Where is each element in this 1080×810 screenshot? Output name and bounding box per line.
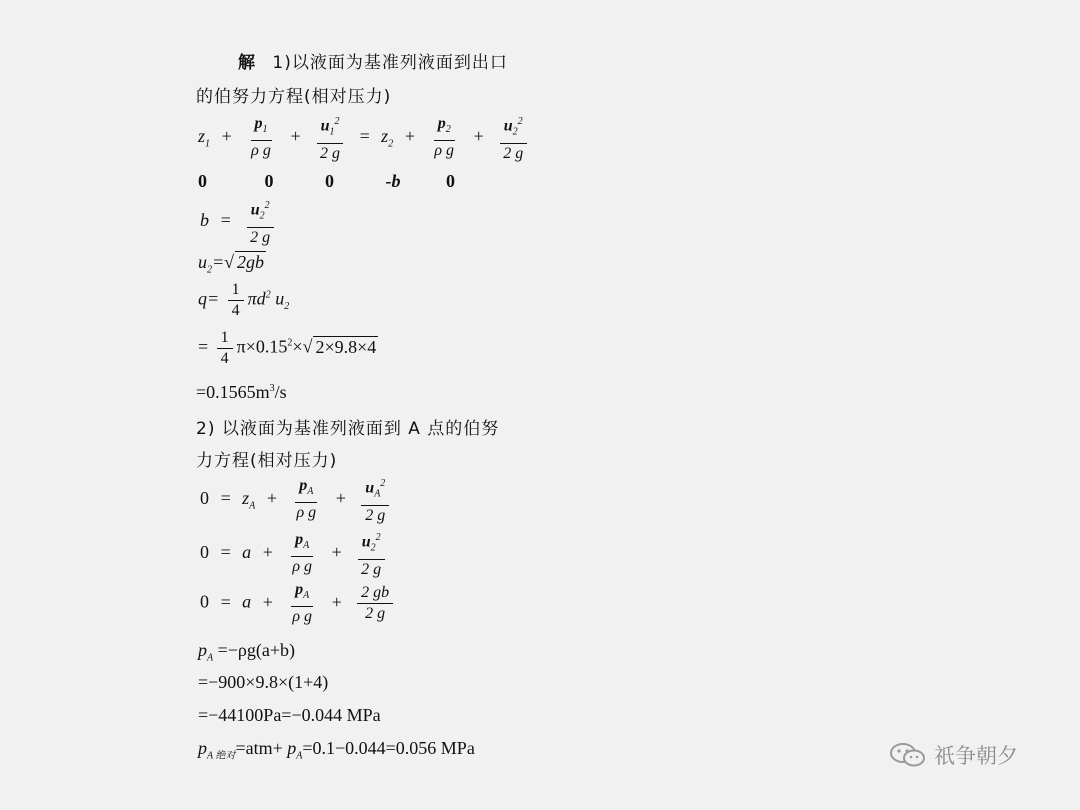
plus: + — [261, 591, 274, 612]
u2-fraction — [357, 528, 385, 580]
equals: = — [219, 591, 232, 612]
equation-q — [198, 280, 289, 321]
atm-term: =atm+ — [235, 738, 288, 758]
p-sub: A — [307, 486, 314, 498]
value-3: 0 — [325, 171, 334, 191]
equation-b — [200, 196, 278, 248]
rho-g: ρ g — [292, 558, 312, 576]
u1-fraction — [316, 112, 344, 164]
2gb-fraction — [357, 583, 393, 624]
wechat-icon — [888, 740, 928, 770]
two-g: 2 g — [361, 560, 382, 578]
u-sub: 2 — [284, 301, 290, 313]
u-symbol: u — [270, 288, 285, 309]
flow-result — [196, 382, 287, 403]
watermark-text: 祇争朝夕 — [934, 744, 1018, 768]
plus: + — [334, 487, 347, 508]
two-g: 2 g — [365, 605, 386, 623]
value-4: -b — [385, 171, 401, 191]
sq-sup: 2 — [287, 337, 293, 349]
u-sub: 2 — [370, 542, 376, 554]
solution-heading-line1 — [238, 48, 508, 73]
u2-sup: 2 — [517, 116, 523, 127]
z2: z — [381, 125, 389, 146]
equals: = — [198, 336, 209, 357]
b-fraction — [246, 196, 274, 248]
plus: + — [261, 541, 274, 562]
rho-g: ρ g — [251, 142, 271, 160]
equation-q-substituted: = $\frac{1}{4}$ $\pi\times 0.15^2\times√$ 2×9.8×4 — [198, 329, 377, 367]
equals: = — [212, 252, 225, 272]
z-sub: A — [249, 500, 256, 512]
zero: 0 — [200, 591, 209, 612]
times: × — [292, 336, 303, 357]
numerator: 1 — [217, 328, 233, 349]
denominator: 4 — [220, 350, 229, 367]
part2-title-a: 2) 以液面为基准列液面到 A 点的伯努 — [196, 419, 500, 439]
p2-fraction — [430, 114, 458, 161]
two-g: 2 g — [250, 228, 271, 246]
two-g: 2 g — [365, 506, 386, 524]
plus: + — [265, 487, 278, 508]
bernoulli-equation-1 — [198, 112, 531, 164]
value-2: 0 — [264, 171, 274, 191]
p1-fraction — [247, 114, 275, 161]
p2: p — [437, 115, 446, 133]
value-1: 0 — [198, 171, 207, 191]
pA-fraction — [292, 476, 320, 523]
u-sup: 2 — [264, 200, 270, 211]
solution-label: 解 — [238, 53, 256, 73]
plus: + — [330, 591, 343, 612]
p-symbol: p — [295, 581, 304, 598]
bernoulli-A-2 — [200, 528, 389, 580]
p-symbol: p — [287, 738, 297, 758]
denominator: 4 — [231, 302, 240, 319]
u-symbol: u — [365, 479, 375, 497]
values-row — [198, 171, 455, 192]
part2-title-b: 力方程(相对压力) — [196, 451, 338, 471]
u-sub: 2 — [259, 210, 265, 222]
pA-value: =−44100Pa=−0.044 MPa — [198, 705, 381, 725]
a-symbol: a — [242, 541, 252, 562]
pA-fraction — [288, 580, 316, 627]
plus: + — [220, 125, 233, 146]
equals: = — [219, 209, 232, 230]
u2-fraction — [499, 112, 527, 164]
plus: + — [330, 541, 343, 562]
p-symbol: p — [299, 477, 308, 495]
u-sup: 2 — [380, 478, 386, 489]
pi-term: π×0.15 — [236, 336, 288, 357]
numerator: 1 — [228, 280, 244, 301]
pi-d: πd — [247, 288, 266, 309]
part2-title-line2 — [196, 446, 337, 471]
bernoulli-A-1 — [200, 474, 393, 526]
flow-unit: /s — [274, 382, 287, 402]
u-symbol: u — [361, 533, 371, 551]
p-symbol: p — [295, 531, 304, 549]
solution-heading-line2 — [196, 82, 391, 107]
q-symbol: q — [198, 288, 207, 309]
result-pA-numeric — [198, 672, 328, 693]
u1: u — [320, 117, 330, 135]
u-symbol: u — [250, 201, 260, 219]
pA-expression: =−ρg(a+b) — [213, 640, 296, 660]
equals: = — [358, 125, 371, 146]
z1-sub: 1 — [205, 138, 211, 150]
u2-sub: 2 — [512, 126, 518, 138]
u-sup: 2 — [375, 532, 381, 543]
p1: p — [254, 115, 263, 133]
plus: + — [403, 125, 416, 146]
z-symbol: z — [242, 487, 250, 508]
equals: = — [219, 487, 232, 508]
result-pA — [198, 640, 295, 664]
rho-g: ρ g — [296, 504, 317, 522]
two-g: 2 g — [503, 144, 524, 162]
part1-title-a: 1)以液面为基准列液面到出口 — [272, 53, 508, 73]
u-sub: 2 — [207, 264, 212, 276]
p-symbol: p — [198, 738, 207, 758]
absolute-value: =0.1−0.044=0.056 MPa — [302, 738, 475, 758]
p-sub-absolute: A 绝对 — [207, 750, 236, 762]
quarter-fraction — [217, 328, 233, 369]
radicand: 2gb — [237, 252, 265, 272]
u2: u — [503, 117, 513, 135]
u1-sub: 1 — [329, 126, 335, 138]
u-symbol: u — [198, 252, 207, 272]
z2-sub: 2 — [388, 138, 394, 150]
watermark — [888, 740, 1018, 770]
value-5: 0 — [446, 171, 455, 191]
radicand: 2×9.8×4 — [315, 336, 377, 357]
two-g: 2 g — [320, 144, 341, 162]
result-pA-absolute — [198, 738, 475, 762]
uA-fraction — [361, 474, 389, 526]
p-sub: A — [303, 540, 310, 552]
p-sub: A — [296, 750, 303, 762]
quarter-fraction — [228, 280, 244, 321]
result-pA-value — [198, 705, 381, 726]
a-symbol: a — [242, 591, 252, 612]
rho-g: ρ g — [434, 142, 455, 160]
part2-title-line1 — [196, 414, 499, 439]
bernoulli-A-3 — [200, 580, 397, 627]
plus: + — [289, 125, 302, 146]
zero: 0 — [200, 487, 209, 508]
cube-sup: 3 — [269, 383, 275, 394]
equals: = — [219, 541, 232, 562]
p-sub: A — [207, 652, 214, 664]
equation-u2: $u_2=√$ 2gb — [198, 252, 265, 276]
flow-value: =0.1565m — [196, 382, 270, 402]
numerator: 2 gb — [357, 583, 393, 604]
p2-sub: 2 — [445, 124, 451, 136]
pA-numeric: =−900×9.8×(1+4) — [198, 672, 329, 692]
part1-title-b: 的伯努力方程(相对压力) — [196, 87, 392, 107]
p-sub: A — [303, 590, 310, 602]
plus: + — [472, 125, 485, 146]
p-symbol: p — [198, 640, 207, 660]
z1: z — [198, 125, 206, 146]
pA-fraction — [288, 530, 316, 577]
zero: 0 — [200, 541, 209, 562]
u1-sup: 2 — [334, 116, 340, 127]
u-sub: A — [374, 488, 381, 500]
rho-g: ρ g — [292, 608, 312, 626]
d-sup: 2 — [265, 289, 271, 301]
equals: = — [207, 288, 220, 309]
p1-sub: 1 — [262, 124, 268, 136]
b-symbol: b — [200, 209, 209, 230]
